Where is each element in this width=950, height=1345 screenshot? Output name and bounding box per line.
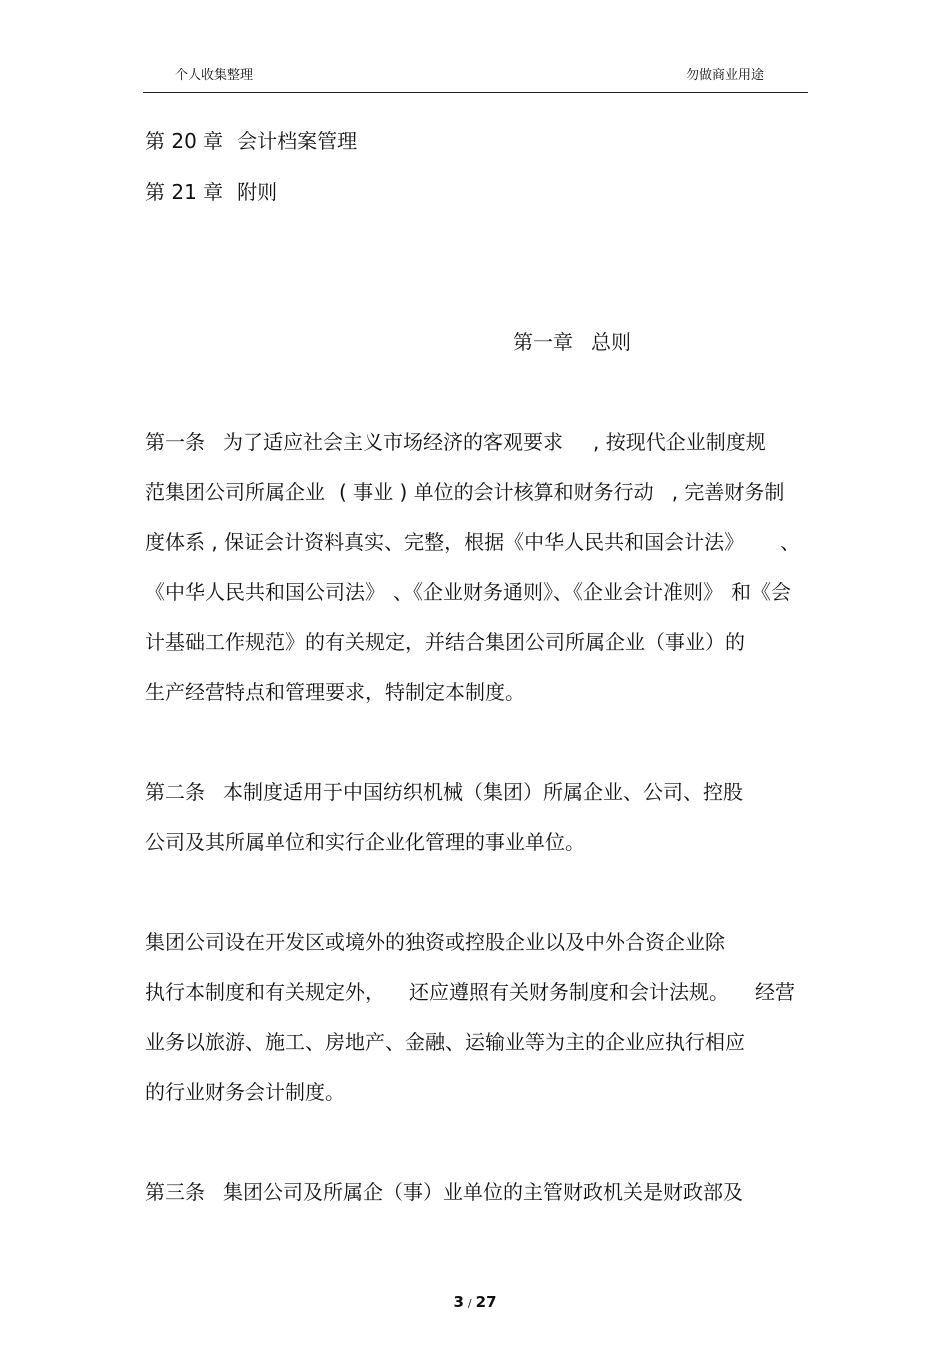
page-number — [0, 1293, 950, 1313]
article-label: 第一条 — [145, 430, 205, 454]
chapter-title: 总则 — [591, 330, 631, 354]
paragraph-text: 还应遵照有关财务制度和会计法规。 — [409, 980, 729, 1004]
chapter-heading — [513, 329, 631, 355]
toc-title: 会计档案管理 — [237, 129, 358, 153]
header-left-text: 个人收集整理 — [175, 68, 254, 83]
toc-number: 第 20 章 — [145, 129, 224, 153]
article-text: 本制度适用于中国纺织机械（集团）所属企业、公司、控股 — [223, 780, 743, 804]
toc-item-21 — [145, 179, 277, 205]
article-1-line-2 — [145, 479, 784, 505]
article-text: 生产经营特点和管理要求，特制定本制度。 — [145, 680, 525, 704]
page-header — [143, 64, 808, 93]
article-text: 范集团公司所属企业 — [145, 480, 325, 504]
article-1-line-6 — [145, 679, 525, 705]
article-3-line-1 — [145, 1179, 743, 1205]
article-label: 第二条 — [145, 780, 205, 804]
article-text: 为了适应社会主义市场经济的客观要求 — [223, 430, 563, 454]
article-2-line-2 — [145, 829, 585, 855]
article-text: 、《企业会计准则》 — [553, 580, 723, 604]
paragraph-line-1 — [145, 929, 725, 955]
header-right-text: 勿做商业用途 — [685, 68, 764, 83]
article-1-line-3 — [145, 529, 800, 555]
toc-number: 第 21 章 — [145, 180, 224, 204]
article-text: 度体系 , 保证会计资料真实、完整，根据《中华人民共和国会计法》 — [145, 530, 745, 554]
article-text: 、《企业财务通则》 — [393, 580, 553, 604]
article-1-line-1 — [145, 429, 766, 455]
article-text: 和《会 — [731, 580, 791, 604]
paragraph-text: 业务以旅游、施工、房地产、金融、运输业等为主的企业应执行相应 — [145, 1030, 745, 1054]
article-2-line-1 — [145, 779, 743, 805]
article-text: 、 — [780, 530, 801, 554]
article-text: 集团公司及所属企（事）业单位的主管财政机关是财政部及 — [223, 1180, 743, 1204]
article-1-line-4 — [145, 579, 791, 605]
article-text: , 按现代企业制度规 — [593, 430, 766, 454]
article-text: 计基础工作规范》的有关规定，并结合集团公司所属企业（事业）的 — [145, 630, 745, 654]
article-text: , 完善财务制 — [671, 480, 785, 504]
article-text: 《中华人民共和国公司法》 — [145, 580, 385, 604]
current-page: 3 — [453, 1293, 464, 1311]
article-label: 第三条 — [145, 1180, 205, 1204]
page-separator: / — [467, 1297, 472, 1310]
toc-title: 附则 — [237, 180, 278, 204]
total-pages: 27 — [475, 1293, 497, 1311]
paragraph-text: 执行本制度和有关规定外， — [145, 980, 385, 1004]
article-1-line-5 — [145, 629, 745, 655]
article-text: ( 事业 ) 单位的会计核算和财务行动 — [339, 480, 654, 504]
toc-item-20 — [145, 128, 357, 154]
chapter-number: 第一章 — [513, 330, 573, 354]
paragraph-line-3 — [145, 1029, 745, 1055]
paragraph-line-2 — [145, 979, 795, 1005]
paragraph-text: 经营 — [755, 980, 795, 1004]
paragraph-text: 的行业财务会计制度。 — [145, 1080, 345, 1104]
article-text: 公司及其所属单位和实行企业化管理的事业单位。 — [145, 830, 585, 854]
paragraph-line-4 — [145, 1079, 345, 1105]
paragraph-text: 集团公司设在开发区或境外的独资或控股企业以及中外合资企业除 — [145, 930, 725, 954]
